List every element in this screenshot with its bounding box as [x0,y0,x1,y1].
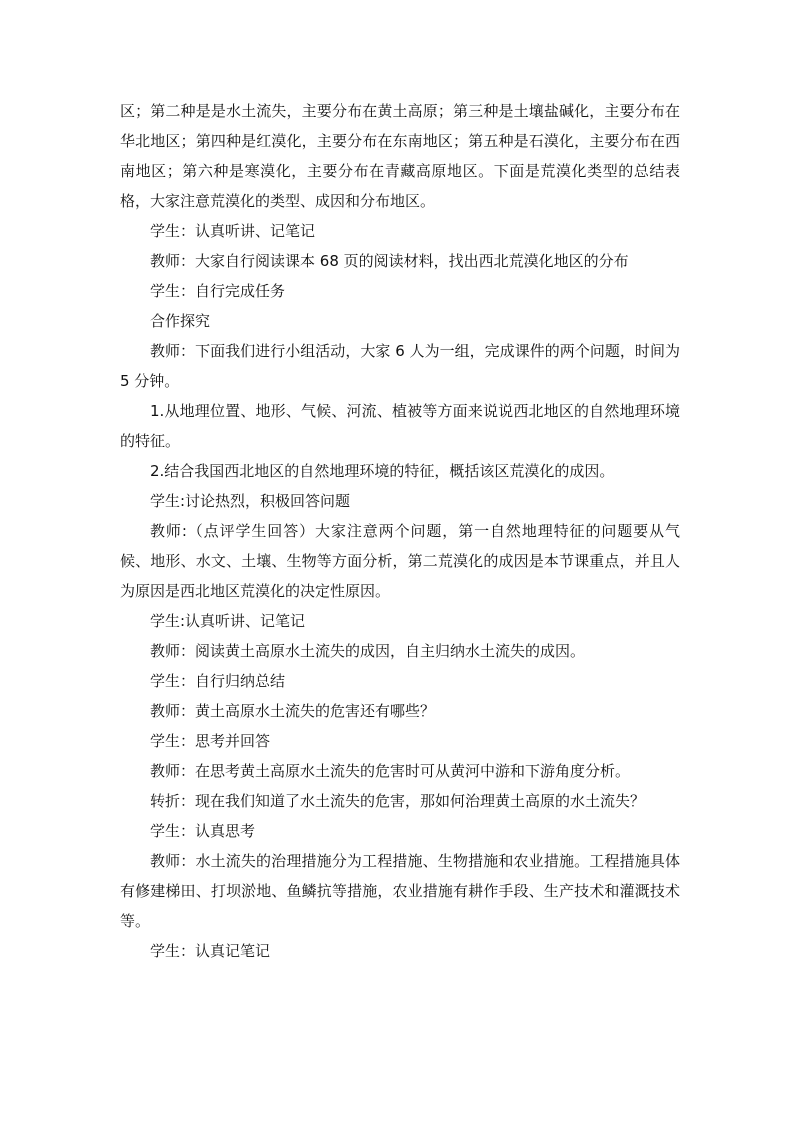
paragraph-student-summary: 学生：自行归纳总结 [150,672,286,690]
section-heading-cooperation: 合作探究 [150,312,211,330]
paragraph-student-answer: 学生：思考并回答 [150,732,271,750]
document-body [120,96,680,966]
paragraph-student-discuss: 学生:讨论热烈，积极回答问题 [150,492,351,510]
paragraph-continued: 区；第二种是是水土流失，主要分布在黄土高原；第三种是土壤盐碱化，主要分布在华北地区；第四种是红漠化，主要分布在东南地区；第五种是石漠化，主要分布在西南地区；第六种是寒漠化，主要分布在青藏高原地区。下面是荒漠化类型的总结表格，大家注意荒漠化的类型、成因和分布地区。 [120,102,680,210]
question-two: 2.结合我国西北地区的自然地理环境的特征，概括该区荒漠化的成因。 [150,462,615,480]
paragraph-teacher-reading: 教师：大家自行阅读课本 68 页的阅读材料，找出西北荒漠化地区的分布 [150,252,629,270]
paragraph-teacher-analysis: 教师：在思考黄土高原水土流失的危害时可从黄河中游和下游角度分析。 [150,762,631,780]
paragraph-teacher-group: 教师：下面我们进行小组活动，大家 6 人为一组，完成课件的两个问题，时间为 5 分钟。 [120,342,680,390]
question-one: 1.从地理位置、地形、气候、河流、植被等方面来说说西北地区的自然地理环境的特征。 [120,402,680,450]
paragraph-teacher-causes: 教师：阅读黄土高原水土流失的成因，自主归纳水土流失的成因。 [150,642,586,660]
paragraph-teacher-harm: 教师：黄土高原水土流失的危害还有哪些？ [150,702,436,720]
paragraph-student-think: 学生：认真思考 [150,822,256,840]
paragraph-teacher-comment: 教师:（点评学生回答）大家注意两个问题，第一自然地理特征的问题要从气候、地形、水文、土壤、生物等方面分析，第二荒漠化的成因是本节课重点，并且人为原因是西北地区荒漠化的决定性原因。 [120,522,680,600]
paragraph-teacher-measures: 教师：水土流失的治理措施分为工程措施、生物措施和农业措施。工程措施具体有修建梯田、打坝淤地、鱼鳞抗等措施，农业措施有耕作手段、生产技术和灌溉技术等。 [120,852,680,930]
paragraph-student-notes: 学生:认真听讲、记笔记 [150,612,306,630]
paragraph-student-listen: 学生：认真听讲、记笔记 [150,222,316,240]
paragraph-student-task: 学生：自行完成任务 [150,282,286,300]
paragraph-student-record: 学生：认真记笔记 [150,942,271,960]
paragraph-transition: 转折：现在我们知道了水土流失的危害，那如何治理黄土高原的水土流失？ [150,792,646,810]
